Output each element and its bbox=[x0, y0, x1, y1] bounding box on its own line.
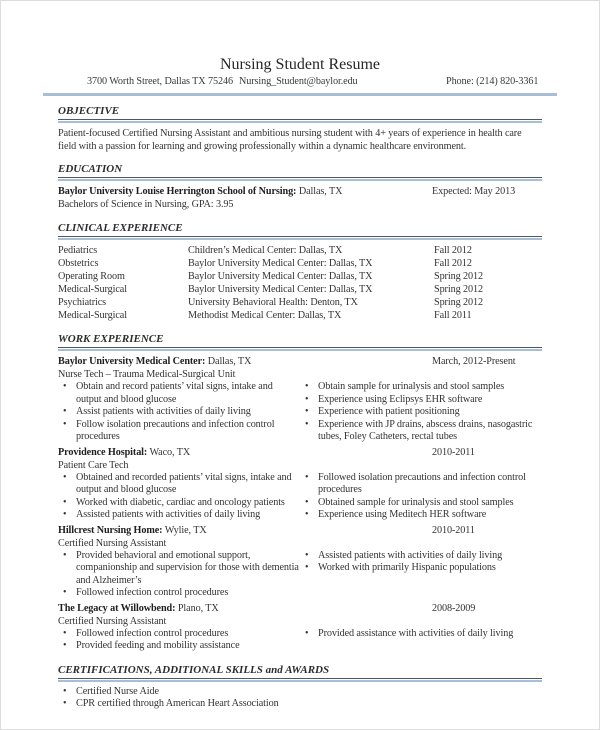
work-employer bbox=[58, 446, 432, 459]
clinical-rotation: Psychiatrics bbox=[58, 297, 107, 308]
work-bullet-columns bbox=[58, 550, 542, 600]
section-divider bbox=[58, 236, 542, 240]
clinical-term: Fall 2012 bbox=[434, 258, 472, 269]
work-entry-head bbox=[58, 602, 542, 615]
list-item: • Provided behavioral and emotional support, companionship and supervision for those with dementia and Alzheimer’s bbox=[58, 550, 300, 588]
bullet-list-left bbox=[58, 381, 300, 444]
certifications-list bbox=[58, 686, 542, 711]
work-role: Nurse Tech – Trauma Medical-Surgical Unit bbox=[58, 369, 236, 380]
list-item: • Experience with patient positioning bbox=[300, 406, 542, 419]
clinical-rotation: Medical-Surgical bbox=[58, 310, 127, 321]
list-item: • Assist patients with activities of daily living bbox=[58, 406, 300, 419]
education-school-name: Baylor University Louise Herrington School of Nursing: bbox=[58, 186, 297, 197]
work-date: March, 2012-Present bbox=[432, 356, 516, 367]
education-degree: Bachelors of Science in Nursing, GPA: 3.95 bbox=[58, 199, 234, 210]
contact-address: 3700 Worth Street, Dallas TX 75246 bbox=[87, 76, 233, 87]
list-item: • Obtained and recorded patients’ vital signs, intake and output and blood glucose bbox=[58, 472, 300, 497]
work-entry-head bbox=[58, 355, 542, 368]
list-item: • Worked with diabetic, cardiac and oncology patients bbox=[58, 497, 300, 510]
list-item: • Experience with JP drains, abscess drains, nasogastric tubes, Foley Catheters, rectal tubes bbox=[300, 419, 542, 444]
list-item: • Followed infection control procedures bbox=[58, 587, 300, 600]
section-heading-certifications: CERTIFICATIONS, ADDITIONAL SKILLS and AWARDS bbox=[58, 663, 330, 676]
work-date: 2010-2011 bbox=[432, 524, 475, 536]
clinical-site: Baylor University Medical Center: Dallas, TX bbox=[188, 258, 373, 269]
table-row bbox=[58, 296, 542, 309]
clinical-table bbox=[58, 244, 542, 322]
clinical-term: Fall 2012 bbox=[434, 245, 472, 256]
work-employer-name: Providence Hospital: bbox=[58, 446, 148, 458]
contact-phone: Phone: (214) 820-3361 bbox=[446, 76, 539, 87]
bullet-list-right bbox=[300, 472, 542, 522]
clinical-term: Spring 2012 bbox=[434, 297, 483, 308]
bullet-list-right bbox=[300, 550, 542, 600]
list-item: • Obtain and record patients’ vital signs, intake and output and blood glucose bbox=[58, 381, 300, 406]
education-date: Expected: May 2013 bbox=[432, 186, 516, 197]
section-divider bbox=[58, 119, 542, 123]
section-heading-education: EDUCATION bbox=[58, 163, 123, 175]
section-heading-objective: OBJECTIVE bbox=[58, 105, 120, 117]
work-role: Certified Nursing Assistant bbox=[58, 537, 167, 549]
bullet-list-right bbox=[300, 381, 542, 444]
clinical-rotation: Obstetrics bbox=[58, 258, 99, 269]
education-entry bbox=[58, 185, 542, 198]
work-entry-head bbox=[58, 446, 542, 459]
clinical-term: Fall 2011 bbox=[434, 310, 472, 321]
clinical-site: Methodist Medical Center: Dallas, TX bbox=[188, 310, 342, 321]
work-role: Certified Nursing Assistant bbox=[58, 615, 167, 627]
contact-email: Nursing_Student@baylor.edu bbox=[239, 76, 358, 87]
work-employer-name: Hillcrest Nursing Home: bbox=[58, 524, 163, 536]
education-location: Dallas, TX bbox=[298, 186, 343, 197]
work-date: 2008-2009 bbox=[432, 602, 476, 614]
bullet-list-left bbox=[58, 472, 300, 522]
list-item: • Obtained sample for urinalysis and stool samples bbox=[300, 497, 542, 510]
clinical-site: Baylor University Medical Center: Dallas, TX bbox=[188, 271, 373, 282]
work-employer-name: The Legacy at Willowbend: bbox=[58, 602, 176, 614]
work-role: Patient Care Tech bbox=[58, 459, 129, 471]
work-entry bbox=[58, 524, 542, 600]
table-row bbox=[58, 283, 542, 296]
contact-row bbox=[58, 75, 542, 88]
list-item: • CPR certified through American Heart Association bbox=[58, 698, 542, 711]
work-employer-location: Plano, TX bbox=[177, 602, 219, 614]
work-employer-location: Waco, TX bbox=[149, 446, 191, 458]
table-row bbox=[58, 244, 542, 257]
work-bullet-columns bbox=[58, 381, 542, 444]
section-heading-clinical: CLINICAL EXPERIENCE bbox=[58, 222, 183, 234]
table-row bbox=[58, 270, 542, 283]
section-divider bbox=[58, 678, 542, 682]
list-item: • Worked with primarily Hispanic populations bbox=[300, 562, 542, 575]
clinical-term: Spring 2012 bbox=[434, 284, 483, 295]
table-row bbox=[58, 257, 542, 270]
list-item: • Experience using Meditech HER software bbox=[300, 509, 542, 522]
clinical-rotation: Operating Room bbox=[58, 271, 125, 282]
objective-text: Patient-focused Certified Nursing Assistant and ambitious nursing student with 4+ years of experience in health care field with a passion for learning and growing professionally within a dynamic healthcare environment. bbox=[58, 128, 522, 152]
work-entry bbox=[58, 355, 542, 444]
work-entry bbox=[58, 602, 542, 653]
list-item: • Followed infection control procedures bbox=[58, 628, 300, 641]
list-item: • Obtain sample for urinalysis and stool samples bbox=[300, 381, 542, 394]
list-item: • Provided feeding and mobility assistance bbox=[58, 640, 300, 653]
work-bullet-columns bbox=[58, 628, 542, 653]
work-employer bbox=[58, 524, 432, 537]
list-item: • Follow isolation precautions and infection control procedures bbox=[58, 419, 300, 444]
work-entry bbox=[58, 446, 542, 522]
bullet-list-left bbox=[58, 550, 300, 600]
table-row bbox=[58, 309, 542, 322]
clinical-site: University Behavioral Health: Denton, TX bbox=[188, 297, 358, 308]
section-divider bbox=[58, 177, 542, 181]
section-divider bbox=[58, 347, 542, 351]
work-date: 2010-2011 bbox=[432, 446, 475, 458]
list-item: • Provided assistance with activities of daily living bbox=[300, 628, 542, 641]
clinical-site: Baylor University Medical Center: Dallas, TX bbox=[188, 284, 373, 295]
work-employer bbox=[58, 602, 432, 615]
clinical-rotation: Medical-Surgical bbox=[58, 284, 127, 295]
bullet-list-left bbox=[58, 628, 300, 653]
work-employer-location: Dallas, TX bbox=[207, 356, 252, 367]
page-title: Nursing Student Resume bbox=[220, 56, 380, 73]
work-employer-name: Baylor University Medical Center: bbox=[58, 356, 206, 367]
bullet-list-right bbox=[300, 628, 542, 653]
clinical-rotation: Pediatrics bbox=[58, 245, 98, 256]
work-employer bbox=[58, 355, 432, 368]
work-employer-location: Wylie, TX bbox=[164, 524, 207, 536]
list-item: • Assisted patients with activities of daily living bbox=[58, 509, 300, 522]
list-item: • Experience using Eclipsys EHR software bbox=[300, 394, 542, 407]
work-bullet-columns bbox=[58, 472, 542, 522]
list-item: • Certified Nurse Aide bbox=[58, 686, 542, 699]
education-school bbox=[58, 185, 432, 198]
clinical-term: Spring 2012 bbox=[434, 271, 483, 282]
clinical-site: Children’s Medical Center: Dallas, TX bbox=[188, 245, 343, 256]
work-entry-head bbox=[58, 524, 542, 537]
list-item: • Followed isolation precautions and infection control procedures bbox=[300, 472, 542, 497]
section-heading-work: WORK EXPERIENCE bbox=[58, 333, 164, 345]
list-item: • Assisted patients with activities of daily living bbox=[300, 550, 542, 563]
header-divider bbox=[43, 93, 557, 96]
